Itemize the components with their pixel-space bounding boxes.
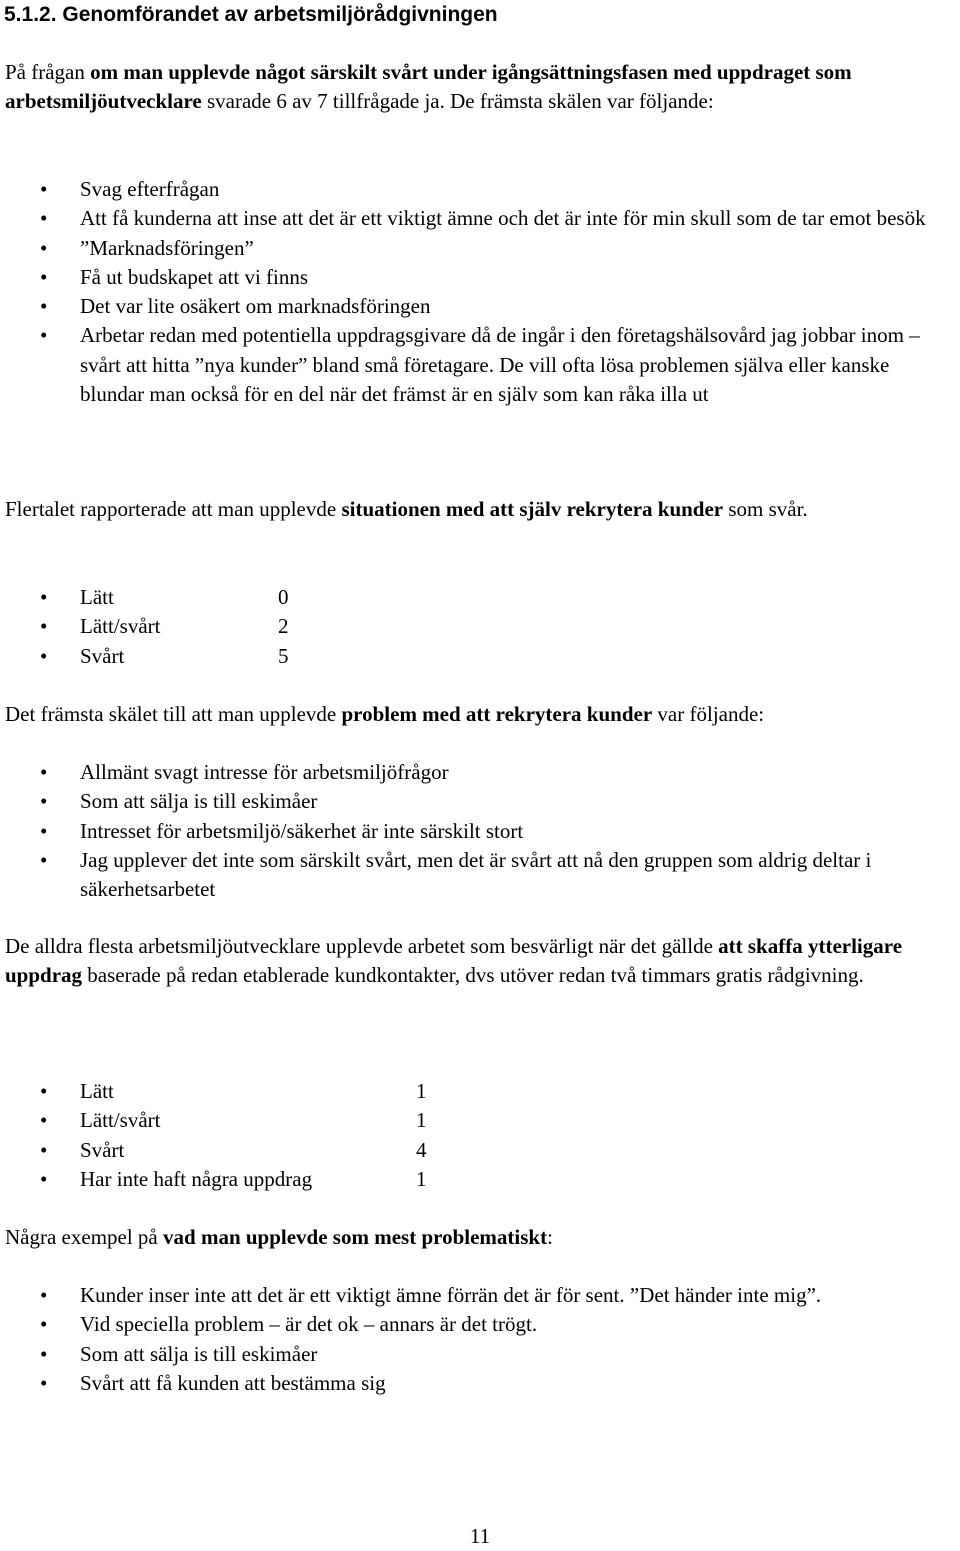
list-item: • Vid speciella problem – är det ok – annars är det trögt.	[0, 1310, 950, 1339]
tally-label: Lätt	[80, 1079, 114, 1103]
tally-label: Svårt	[80, 643, 125, 668]
intro-text-c: svarade 6 av 7 tillfrågade ja. De främsta skälen var följande:	[201, 89, 714, 114]
tally-label: Svårt	[80, 1137, 125, 1162]
intro-paragraph	[5, 58, 955, 117]
assignments-text-a: De alldra flesta arbetsmiljöutvecklare upplevde arbetet som besvärligt när det gällde	[5, 934, 719, 958]
assignments-paragraph	[5, 932, 955, 991]
tally-label: Har inte haft några uppdrag	[80, 1166, 313, 1191]
tally-value: 0	[278, 585, 289, 609]
problem-text-bold: problem med att rekrytera kunder	[341, 702, 653, 726]
problem-paragraph	[5, 700, 955, 729]
list-item: • Som att sälja is till eskimåer	[0, 787, 950, 816]
list-item: • Jag upplever det inte som särskilt svårt, men det är svårt att nå den gruppen som aldrig deltar i säkerhetsarbetet	[0, 846, 950, 905]
tally-item	[0, 1106, 950, 1135]
tally-item	[0, 1077, 950, 1106]
tally-item	[0, 612, 950, 641]
list-item: • Svårt att få kunden att bestämma sig	[0, 1369, 950, 1398]
list-item: • Kunder inser inte att det är ett viktigt ämne förrän det är för sent. ”Det händer inte mig”.	[0, 1281, 950, 1310]
list-item: • Arbetar redan med potentiella uppdragsgivare då de ingår i den företagshälsovård jag jobbar inom – svårt att hitta ”nya kunder” bland små företagare. De vill ofta lösa problemen själva eller kanske blundar man också för en del när det främst är en själv som kan råka illa ut	[0, 321, 950, 409]
tally-value: 1	[416, 1166, 427, 1191]
section-heading: 5.1.2. Genomförandet av arbetsmiljörådgivningen	[4, 3, 498, 26]
reasons-list	[0, 175, 950, 409]
problem-text-c: var följande:	[652, 702, 765, 726]
tally-value: 4	[416, 1137, 427, 1162]
intro-text-bold: om man upplevde något särskilt svårt under igångsättningsfasen med uppdraget som arbetsmiljöutvecklare	[5, 60, 852, 114]
tally-value: 2	[278, 614, 289, 639]
tally-item	[0, 642, 950, 671]
list-item: • ”Marknadsföringen”	[0, 234, 950, 263]
tally-value: 1	[416, 1079, 427, 1103]
recruit-text-c: som svår.	[723, 497, 808, 521]
tally-item	[0, 1165, 950, 1194]
assignments-tally-list	[0, 1077, 950, 1194]
page-number: 11	[469, 1524, 491, 1548]
recruit-paragraph	[5, 495, 955, 524]
recruit-tally-list	[0, 583, 950, 671]
examples-text-c: :	[547, 1225, 553, 1249]
recruit-text-a: Flertalet rapporterade att man upplevde	[5, 497, 342, 521]
list-item: • Få ut budskapet att vi finns	[0, 263, 950, 292]
list-item: • Intresset för arbetsmiljö/säkerhet är inte särskilt stort	[0, 817, 950, 846]
recruit-text-bold: situationen med att själv rekrytera kunder	[341, 497, 724, 521]
tally-label: Lätt/svårt	[80, 614, 161, 639]
problem-text-a: Det främsta skälet till att man upplevde	[5, 702, 342, 726]
list-item: • Allmänt svagt intresse för arbetsmiljöfrågor	[0, 758, 950, 787]
examples-text-bold: vad man upplevde som mest problematiskt	[163, 1225, 548, 1249]
list-item: • Att få kunderna att inse att det är ett viktigt ämne och det är inte för min skull som de tar emot besök	[0, 204, 950, 233]
examples-list	[0, 1281, 950, 1398]
tally-value: 1	[416, 1108, 427, 1133]
assignments-text-c: baserade på redan etablerade kundkontakter, dvs utöver redan två timmars gratis rådgivning.	[82, 963, 864, 988]
list-item: • Svag efterfrågan	[0, 175, 950, 204]
tally-value: 5	[278, 643, 289, 668]
tally-label: Lätt	[80, 585, 114, 609]
examples-text-a: Några exempel på	[5, 1225, 164, 1249]
tally-item	[0, 1136, 950, 1165]
problem-reasons-list	[0, 758, 950, 904]
tally-label: Lätt/svårt	[80, 1108, 161, 1133]
list-item: • Det var lite osäkert om marknadsföringen	[0, 292, 950, 321]
assignments-text-bold: att skaffa ytterligare uppdrag	[5, 934, 903, 988]
tally-item	[0, 583, 950, 612]
intro-text-a: På frågan	[5, 60, 91, 84]
list-item: • Som att sälja is till eskimåer	[0, 1340, 950, 1369]
examples-paragraph	[5, 1223, 955, 1252]
